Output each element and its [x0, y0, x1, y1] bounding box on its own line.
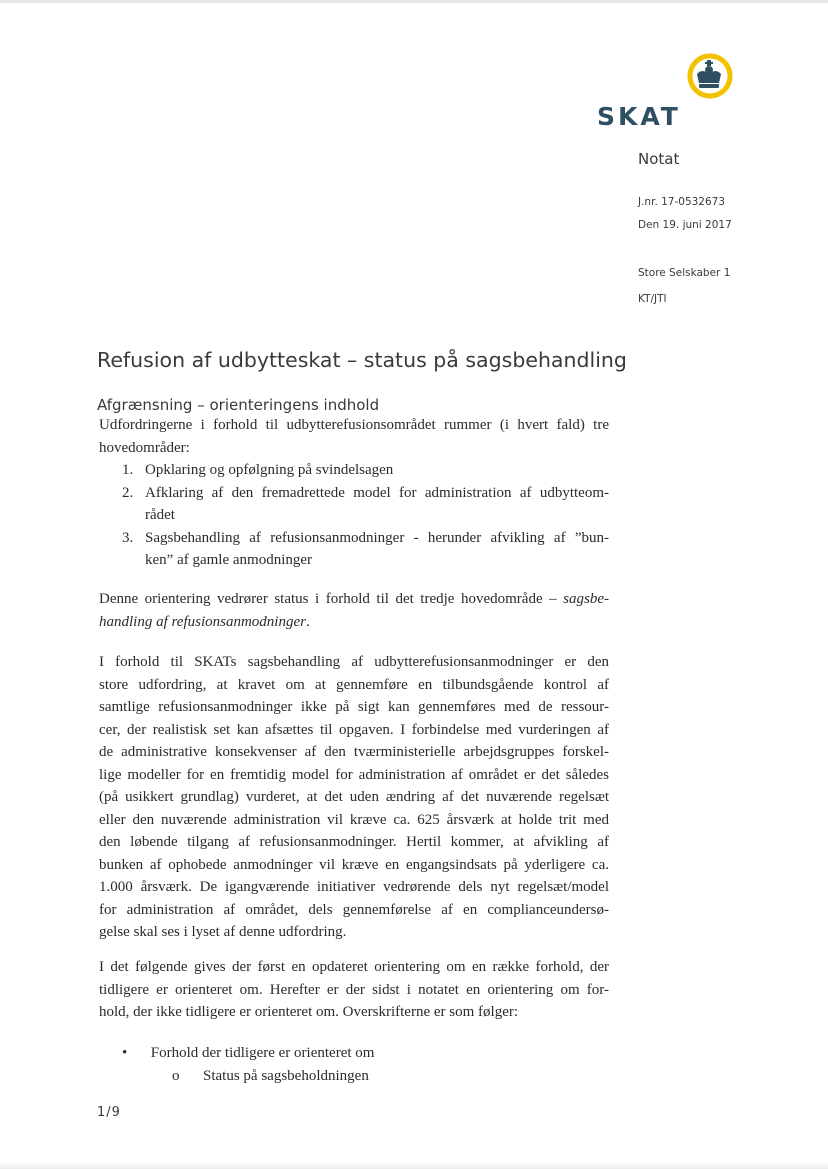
text-line: samtlige refusionsanmodninger ikke på sigt kan gennemføres med de ressour-	[99, 699, 609, 715]
numbered-list	[122, 459, 609, 572]
skat-logo-text: SKAT	[597, 102, 681, 131]
sub-bullet-text: Status på sagsbeholdningen	[203, 1068, 369, 1084]
text-line	[99, 588, 609, 611]
author-initials: KT/JTI	[638, 293, 667, 305]
text-line: hold, der ikke tidligere er orienteret om. Overskrifterne er som følger:	[99, 1004, 519, 1020]
paragraph-scope	[99, 588, 609, 633]
crown-icon	[680, 52, 736, 104]
skat-logo-mark	[680, 52, 736, 104]
list-number: 1.	[122, 462, 134, 478]
section-intro	[99, 414, 609, 459]
section-heading: Afgrænsning – orienteringens indhold	[97, 396, 380, 414]
list-number: 3.	[122, 529, 134, 546]
bullet-marker: •	[122, 1045, 128, 1061]
text-line: tidligere er orienteret om. Herefter er der sidst i notatet en orientering om for-	[99, 981, 609, 998]
doc-type-label: Notat	[638, 150, 680, 168]
page-number: 1/9	[97, 1105, 121, 1120]
text-run: Denne orientering vedrører status i forhold til det tredje hovedområde –	[99, 591, 564, 607]
journal-number: J.nr. 17-0532673	[638, 196, 726, 208]
text-line: gelse skal ses i lyset af denne udfordring.	[99, 924, 347, 940]
bullet-text: Forhold der tidligere er orienteret om	[150, 1045, 375, 1061]
text-line: Udfordringerne i forhold til udbytterefusionsområdet rummer (i hvert fald) tre	[99, 417, 609, 433]
paragraph-challenge	[99, 651, 609, 944]
text-line: bunken af ophobede anmodninger vil kræve en engangsindsats på yderligere ca.	[99, 856, 609, 873]
paragraph-overview	[99, 956, 609, 1024]
page-bottom-edge	[0, 1161, 828, 1169]
italic-run: handling af refusionsanmodninger	[99, 613, 306, 630]
text-line	[99, 611, 609, 634]
text-line: Afklaring af den fremadrettede model for administration af udbytteom-	[145, 484, 609, 501]
text-line: store udfordring, at kravet om at gennemføre en tilbundsgående kontrol af	[99, 676, 609, 693]
text-line: (på usikkert grundlag) vurderet, at det uden ændring af det nuværende regelsæt	[99, 789, 609, 805]
text-line: lige modeller for en fremtidig model for administration af området er det således	[99, 766, 609, 783]
text-line: eller den nuværende administration vil kræve ca. 625 årsværk at holde trit med	[99, 811, 609, 828]
italic-run: sagsbe-	[563, 591, 609, 607]
text-line: I forhold til SKATs sagsbehandling af udbytterefusionsanmodninger er den	[99, 654, 609, 670]
list-number: 2.	[122, 484, 134, 501]
text-line: ken” af gamle anmodninger	[145, 552, 313, 568]
page-top-edge	[0, 0, 828, 3]
text-line: I det følgende gives der først en opdateret orientering om en række forhold, der	[99, 959, 609, 975]
text-line: 1.000 årsværk. De igangværende initiativer vedrørende dels nyt regelsæt/model	[99, 879, 609, 895]
sub-bullet-marker: o	[172, 1068, 180, 1084]
document-date: Den 19. juni 2017	[638, 219, 732, 231]
text-line: cer, der realistisk set kan afsættes til opgaven. I forbindelse med vurderingen af	[99, 721, 609, 738]
list-item	[122, 527, 609, 572]
text-run: .	[305, 613, 310, 630]
page-title: Refusion af udbytteskat – status på sagsbehandling	[97, 348, 627, 372]
list-item	[122, 459, 609, 482]
text-line: de administrative konsekvenser af den tværministerielle arbejdsgruppes forskel-	[99, 744, 609, 760]
text-line: Sagsbehandling af refusionsanmodninger - herunder afvikling af ”bun-	[145, 529, 609, 546]
text-line: rådet	[145, 507, 175, 523]
text-line: for administration af området, dels gennemførelse af en complianceundersø-	[99, 901, 609, 918]
sub-bullet-item	[172, 1068, 369, 1085]
text-line: hovedområder:	[99, 439, 190, 456]
text-line: Opklaring og opfølgning på svindelsagen	[145, 462, 394, 478]
text-line: den løbende tilgang af refusionsanmodninger. Hertil kommer, at afvikling af	[99, 834, 609, 850]
bullet-item	[122, 1045, 374, 1062]
list-item	[122, 482, 609, 527]
department: Store Selskaber 1	[638, 267, 731, 279]
